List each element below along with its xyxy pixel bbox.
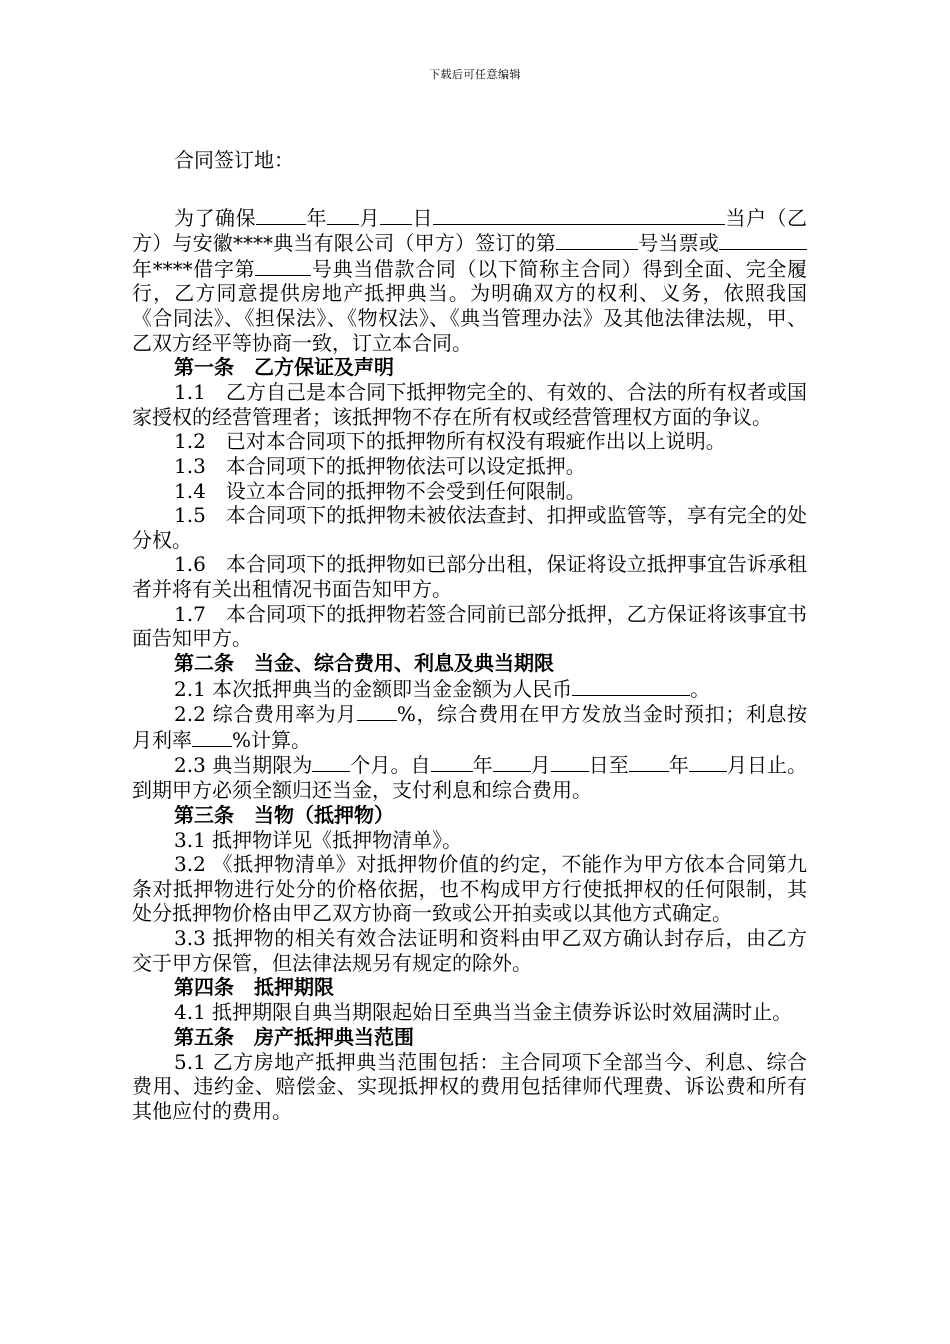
preamble-text: 月: [359, 205, 380, 230]
blank-month: [327, 205, 359, 225]
blank-fee-rate: [357, 701, 397, 721]
clause-text: 2.1 本次抵押典当的金额即当金金额为人民币: [174, 676, 573, 701]
blank-end-year: [629, 752, 669, 772]
blank-start-day: [551, 752, 589, 772]
article-5-title: 第五条 房产抵押典当范围: [174, 1024, 414, 1049]
preamble-text: 为了确保: [174, 205, 256, 230]
clause-3-1: 3.1 抵押物详见《抵押物清单》。: [174, 827, 463, 852]
clause-1-4: 1.4 设立本合同的抵押物不会受到任何限制。: [174, 478, 586, 503]
clause-1-3: 1.3 本合同项下的抵押物依法可以设定抵押。: [174, 453, 586, 478]
clause-text: 月日止。到期甲方必须全额归还当金，支付利息和综合费用。: [132, 753, 808, 803]
preamble-text: 年****借字第: [132, 256, 256, 281]
clause-1-6: 1.6 本合同项下的抵押物如已部分出租，保证将设立抵押事宜告诉承租者并将有关出租情况书面告知甲方。: [132, 552, 807, 601]
article-4-title: 第四条 抵押期限: [174, 975, 334, 1000]
clause-1-1: 1.1 乙方自己是本合同下抵押物完全的、有效的、合法的所有权者或国家授权的经营管理者；该抵押物不存在所有权或经营管理权方面的争议。: [132, 380, 807, 429]
clause-text: 2.3 典当期限为: [174, 753, 313, 778]
preamble-text: 当户（乙方）与安徽****典当有限公司（甲方）签订的第: [132, 205, 807, 256]
clause-3-3: 3.3 抵押物的相关有效合法证明和资料由甲乙双方确认封存后，由乙方交于甲方保管，但法律法规另有规定的除外。: [132, 926, 807, 975]
clause-1-2: 1.2 已对本合同项下的抵押物所有权没有瑕疵作出以上说明。: [174, 429, 726, 454]
clause-text: 日至: [588, 753, 629, 778]
blank-months: [312, 752, 350, 772]
blank-loan-no: [255, 256, 311, 276]
blank-party-name: [433, 205, 725, 225]
clause-text: 年: [668, 753, 689, 778]
blank-ticket-no: [556, 230, 638, 250]
clause-1-5: 1.5 本合同项下的抵押物未被依法查封、扣押或监管等，享有完全的处分权。: [132, 503, 807, 552]
blank-amount: [572, 676, 690, 696]
blank-loan-year: [719, 230, 807, 250]
blank-start-year: [431, 752, 473, 772]
blank-year: [256, 205, 306, 225]
clause-text: 2.2 综合费用率为月: [174, 702, 357, 727]
blank-end-month: [689, 752, 727, 772]
preamble-text: 号当票或: [638, 231, 719, 256]
preamble-text: 号典当借款合同（以下简称主合同）得到全面、完全履行，乙方同意提供房地产抵押典当。为明确双方的权利、义务，依照我国《合同法》、《担保法》、《物权法》、《典当管理办法》及其他法律法规，甲、乙双方经平等协商一致，订立本合同。: [132, 256, 808, 355]
article-3-title: 第三条 当物（抵押物）: [174, 802, 394, 827]
clause-1-7: 1.7 本合同项下的抵押物若签合同前已部分抵押，乙方保证将该事宜书面告知甲方。: [132, 601, 807, 651]
clause-text: 。: [690, 676, 711, 701]
clause-text: 个月。自: [350, 753, 431, 778]
clause-text: %计算。: [232, 727, 312, 752]
clause-2-2: [132, 701, 807, 752]
blank-day: [380, 205, 412, 225]
clause-2-1: [132, 676, 807, 702]
clause-2-3: [132, 752, 807, 802]
spacer: [132, 173, 807, 205]
clause-text: 月: [530, 753, 551, 778]
article-1-title: 第一条 乙方保证及声明: [174, 355, 394, 380]
preamble-text: 日: [412, 205, 433, 230]
clause-5-1: 5.1 乙方房地产抵押典当范围包括：主合同项下全部当今、利息、综合费用、违约金、赔偿金、实现抵押权的费用包括律师代理费、诉讼费和所有其他应付的费用。: [132, 1049, 807, 1123]
blank-start-month: [493, 752, 531, 772]
blank-interest-rate: [192, 727, 232, 747]
header-note: 下载后可任意编辑: [429, 68, 521, 81]
clause-3-2: 3.2 《抵押物清单》对抵押物价值的约定，不能作为甲方依本合同第九条对抵押物进行处分的价格依据，也不构成甲方行使抵押权的任何限制，其处分抵押物价格由甲乙双方协商一致或公开拍卖或以其他方式确定。: [132, 852, 807, 926]
article-2-title: 第二条 当金、综合费用、利息及典当期限: [174, 650, 554, 675]
clause-4-1: 4.1 抵押期限自典当期限起始日至典当当金主债券诉讼时效届满时止。: [174, 1000, 793, 1025]
preamble: [132, 205, 807, 356]
preamble-text: 年: [306, 205, 327, 230]
signing-place: 合同签订地：: [174, 148, 294, 172]
clause-text: %，综合费用在甲方发放当金时预扣；利息按月利率: [132, 702, 807, 752]
contract-body: [132, 148, 807, 1124]
clause-text: 年: [472, 753, 493, 778]
